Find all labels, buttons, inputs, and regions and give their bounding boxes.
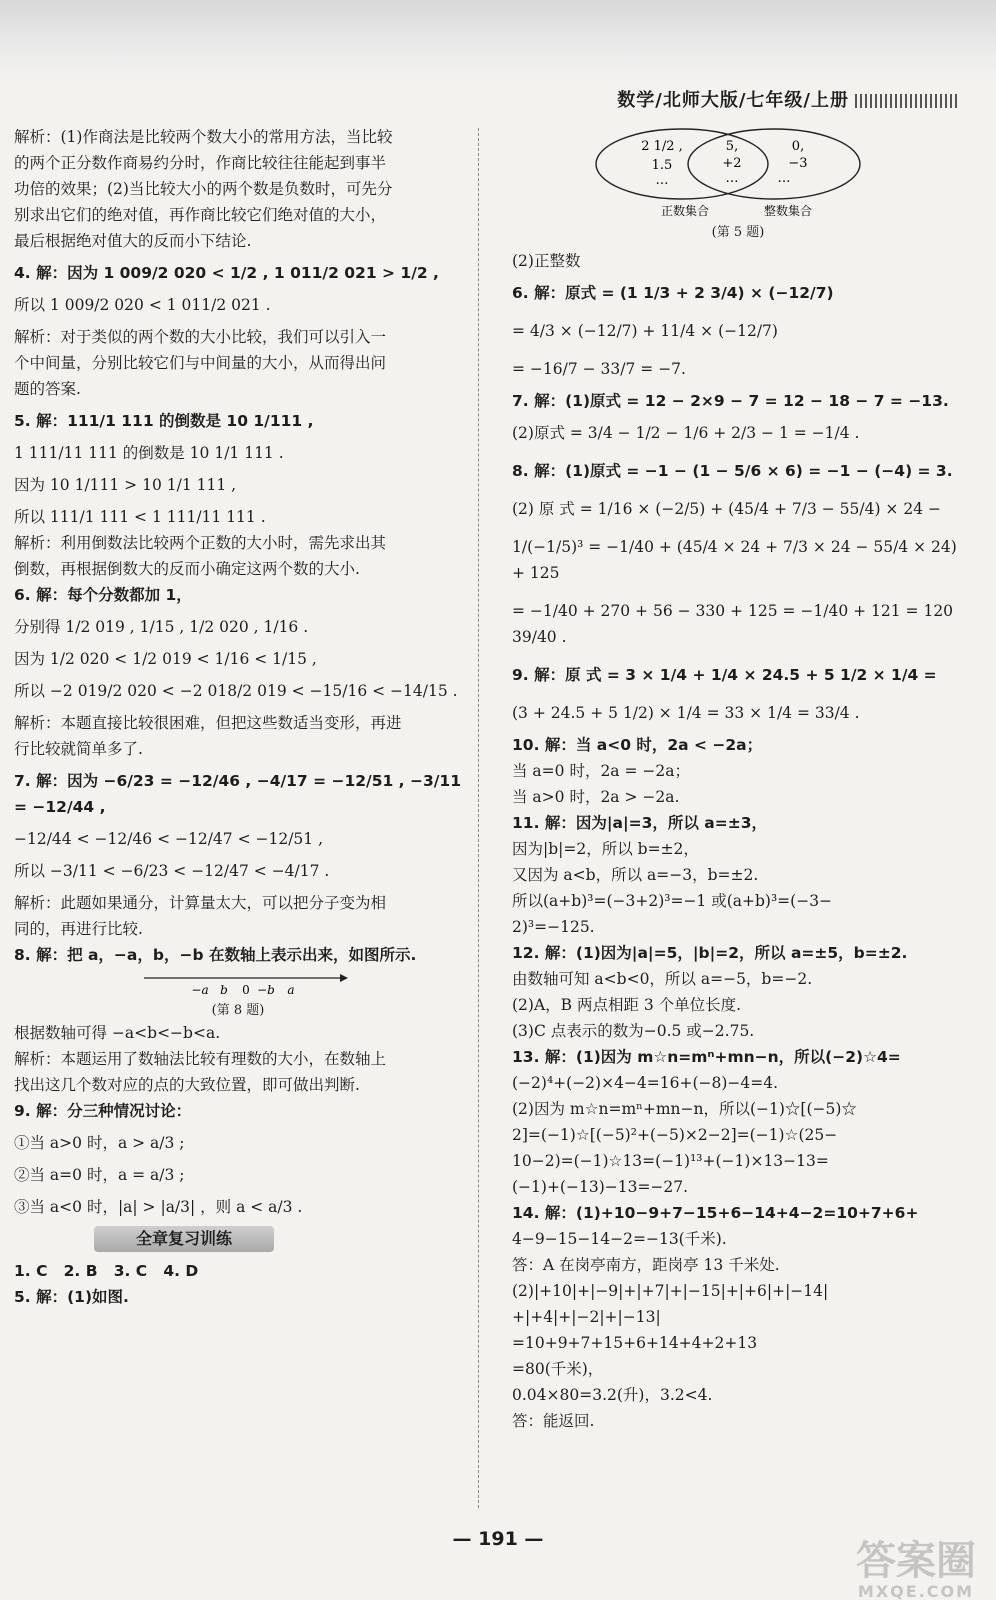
venn-mid-item: … [725, 171, 739, 186]
left-line: 同的，再进行比较. [14, 920, 143, 938]
left-line: 解析：对于类似的两个数的大小比较，我们可以引入一 [14, 328, 387, 346]
venn-left-label: 正数集合 [660, 204, 710, 218]
right-line: 0.04×80=3.2(升)，3.2<4. [512, 1386, 713, 1404]
left-line: ③当 a<0 时，|a| > |a/3| ，则 a < a/3 . [14, 1198, 303, 1216]
left-column [14, 124, 467, 1310]
right-line: (3 + 24.5 + 5 1/2) × 1/4 = 33 × 1/4 = 33/4 . [512, 704, 860, 722]
right-line: =10+9+7+15+6+14+4+2+13 [512, 1334, 758, 1352]
left-line: 因为 10 1/111 > 10 1/1 111 , [14, 476, 237, 494]
left-line: 所以 111/1 111 < 1 111/11 111 . [14, 508, 266, 526]
left-line: 所以 −2 019/2 020 < −2 018/2 019 < −15/16 < −14/15 . [14, 682, 458, 700]
right-line: 答：能返回. [512, 1412, 595, 1430]
fig8-label: a [287, 983, 295, 997]
right-line: = 4/3 × (−12/7) + 11/4 × (−12/7) [512, 322, 778, 340]
left-line: 5. 解：111/1 111 的倒数是 10 1/111 , [14, 412, 314, 430]
right-line: 10−2)=(−1)☆13=(−1)¹³+(−1)×13−13= [512, 1152, 829, 1170]
section-banner: 全章复习训练 [94, 1226, 274, 1252]
left-line: 的两个正分数作商易约分时，作商比较往往能起到事半 [14, 154, 387, 172]
right-line: +|+4|+|−2|+|−13| [512, 1308, 661, 1326]
fig8-label: −b [257, 983, 275, 997]
right-line: (2)正整数 [512, 252, 581, 270]
venn-right-item: −3 [788, 156, 808, 171]
left-line: 找出这几个数对应的点的大致位置，即可做出判断. [14, 1076, 360, 1094]
left-line: 分别得 1/2 019 , 1/15 , 1/2 020 , 1/16 . [14, 618, 309, 636]
left-line: 5. 解：(1)如图. [14, 1288, 129, 1306]
left-line: 功倍的效果；(2)当比较大小的两个数是负数时，可先分 [14, 180, 393, 198]
right-line: (2)|+10|+|−9|+|+7|+|−15|+|+6|+|−14| [512, 1282, 829, 1300]
right-line: 答：A 在岗亭南方，距岗亭 13 千米处. [512, 1256, 780, 1274]
figure-8-number-line [14, 968, 462, 1020]
right-line: 1/(−1/5)³ = −1/40 + (45/4 × 24 + 7/3 × 24 − 55/4 × 24) + 125 [512, 538, 962, 582]
fig5-caption: (第 5 题) [711, 225, 765, 240]
left-line: 倒数，再根据倒数大的反而小确定这两个数的大小. [14, 560, 360, 578]
right-line: 所以(a+b)³=(−3+2)³=−1 或(a+b)³=(−3− [512, 892, 833, 910]
left-line: 解析：本题运用了数轴法比较有理数的大小，在数轴上 [14, 1050, 387, 1068]
right-line: 13. 解：(1)因为 m☆n=mⁿ+mn−n，所以(−2)☆4= [512, 1048, 901, 1066]
venn-mid-item: 5, [725, 139, 739, 154]
right-line: 4−9−15−14−2=−13(千米). [512, 1230, 727, 1248]
right-line: (−2)⁴+(−2)×4−4=16+(−8)−4=4. [512, 1074, 779, 1092]
left-line: 行比较就简单多了. [14, 740, 143, 758]
arrow-icon [340, 974, 348, 982]
running-header [617, 86, 960, 112]
right-line: = −1/40 + 270 + 56 − 330 + 125 = −1/40 + 121 = 120 39/40 . [512, 602, 958, 646]
top-band [0, 0, 996, 86]
venn-right-label: 整数集合 [763, 204, 813, 218]
right-line: 11. 解：因为|a|=3，所以 a=±3， [512, 814, 768, 832]
left-line: 4. 解：因为 1 009/2 020 < 1/2 , 1 011/2 021 > 1/2 , [14, 264, 439, 282]
left-line: 1 111/11 111 的倒数是 10 1/1 111 . [14, 444, 284, 462]
right-line: 2]=(−1)☆[(−5)²+(−5)×2−2]=(−1)☆(25− [512, 1126, 838, 1144]
left-line: 8. 解：把 a，−a，b，−b 在数轴上表示出来，如图所示. [14, 946, 417, 964]
left-line: 根据数轴可得 −a<b<−b<a. [14, 1024, 221, 1042]
venn-right-item: … [777, 171, 791, 186]
right-line: 7. 解：(1)原式 = 12 − 2×9 − 7 = 12 − 18 − 7 = −13. [512, 392, 949, 410]
right-line: (2)因为 m☆n=mⁿ+mn−n，所以(−1)☆[(−5)☆ [512, 1100, 857, 1118]
left-line: 题的答案. [14, 380, 81, 398]
left-line: ①当 a>0 时，a > a/3 ; [14, 1134, 185, 1152]
right-line: 当 a>0 时，2a > −2a. [512, 788, 680, 806]
left-line: 1. C 2. B 3. C 4. D [14, 1262, 199, 1280]
left-line: 解析：利用倒数法比较两个正数的大小时，需先求出其 [14, 534, 387, 552]
right-line: 2)³=−125. [512, 918, 595, 936]
right-line: (2)原式 = 3/4 − 1/2 − 1/6 + 2/3 − 1 = −1/4 . [512, 424, 860, 442]
right-line: 10. 解：当 a<0 时，2a < −2a； [512, 736, 763, 754]
right-line: 又因为 a<b，所以 a=−3，b=±2. [512, 866, 759, 884]
header-dots-decoration [855, 94, 960, 108]
left-line: 因为 1/2 020 < 1/2 019 < 1/16 < 1/15 , [14, 650, 317, 668]
figure-5-venn-diagram [512, 124, 964, 242]
right-line: 14. 解：(1)+10−9+7−15+6−14+4−2=10+7+6+ [512, 1204, 919, 1222]
left-line: 解析：此题如果通分，计算量太大，可以把分子变为相 [14, 894, 387, 912]
left-line: 7. 解：因为 −6/23 = −12/46 , −4/17 = −12/51 , −3/11 = −12/44 , [14, 772, 467, 816]
left-line: 别求出它们的绝对值，再作商比较它们绝对值的大小， [14, 206, 387, 224]
venn-left-item: 1.5 [651, 158, 673, 173]
right-line: 因为|b|=2，所以 b=±2， [512, 840, 699, 858]
watermark-logo [856, 1540, 976, 1600]
right-line: (3)C 点表示的数为−0.5 或−2.75. [512, 1022, 755, 1040]
left-line: 个中间量，分别比较它们与中间量的大小，从而得出问 [14, 354, 387, 372]
page-number: — 191 — [452, 1528, 544, 1550]
watermark-main: 答案圈 [856, 1538, 976, 1584]
venn-right-item: 0, [791, 139, 805, 154]
left-line: 9. 解：分三种情况讨论： [14, 1102, 192, 1120]
right-line: =80(千米)， [512, 1360, 604, 1378]
left-line: 6. 解：每个分数都加 1， [14, 586, 192, 604]
left-line: −12/44 < −12/46 < −12/47 < −12/51 , [14, 830, 324, 848]
right-line: 6. 解：原式 = (1 1/3 + 2 3/4) × (−12/7) [512, 284, 834, 302]
fig8-label: b [220, 983, 228, 997]
right-line: 8. 解：(1)原式 = −1 − (1 − 5/6 × 6) = −1 − (−4) = 3. [512, 462, 953, 480]
header-title: 数学/北师大版/七年级/上册 [617, 90, 849, 111]
fig8-label: 0 [242, 983, 250, 997]
venn-left-item: … [655, 173, 669, 188]
integer-set-ellipse [688, 129, 860, 199]
right-line: = −16/7 − 33/7 = −7. [512, 360, 686, 378]
fig8-caption: (第 8 题) [211, 1003, 265, 1018]
right-line: 9. 解：原 式 = 3 × 1/4 + 1/4 × 24.5 + 5 1/2 × 1/4 = [512, 666, 937, 684]
watermark-sub: MXQE.COM [857, 1582, 975, 1600]
right-column [512, 124, 964, 1434]
left-line: 所以 −3/11 < −6/23 < −12/47 < −4/17 . [14, 862, 330, 880]
venn-left-item: 2 1/2 , [641, 139, 683, 154]
right-line: 12. 解：(1)因为|a|=5，|b|=2，所以 a=±5，b=±2. [512, 944, 908, 962]
left-line: 解析：本题直接比较很困难，但把这些数适当变形，再进 [14, 714, 402, 732]
left-line: ②当 a=0 时，a = a/3 ; [14, 1166, 185, 1184]
left-line: 所以 1 009/2 020 < 1 011/2 021 . [14, 296, 271, 314]
fig8-label: −a [191, 983, 209, 997]
right-line: (2) 原 式 = 1/16 × (−2/5) + (45/4 + 7/3 − 55/4) × 24 − [512, 500, 941, 518]
right-line: 当 a=0 时，2a = −2a； [512, 762, 690, 780]
venn-mid-item: +2 [722, 156, 742, 171]
left-line: 最后根据绝对值大的反而小下结论. [14, 232, 252, 250]
left-line: 解析：(1)作商法是比较两个数大小的常用方法，当比较 [14, 128, 393, 146]
right-line: (−1)+(−13)−13=−27. [512, 1178, 689, 1196]
column-divider [478, 128, 479, 1508]
right-line: 由数轴可知 a<b<0，所以 a=−5，b=−2. [512, 970, 813, 988]
right-line: (2)A，B 两点相距 3 个单位长度. [512, 996, 742, 1014]
